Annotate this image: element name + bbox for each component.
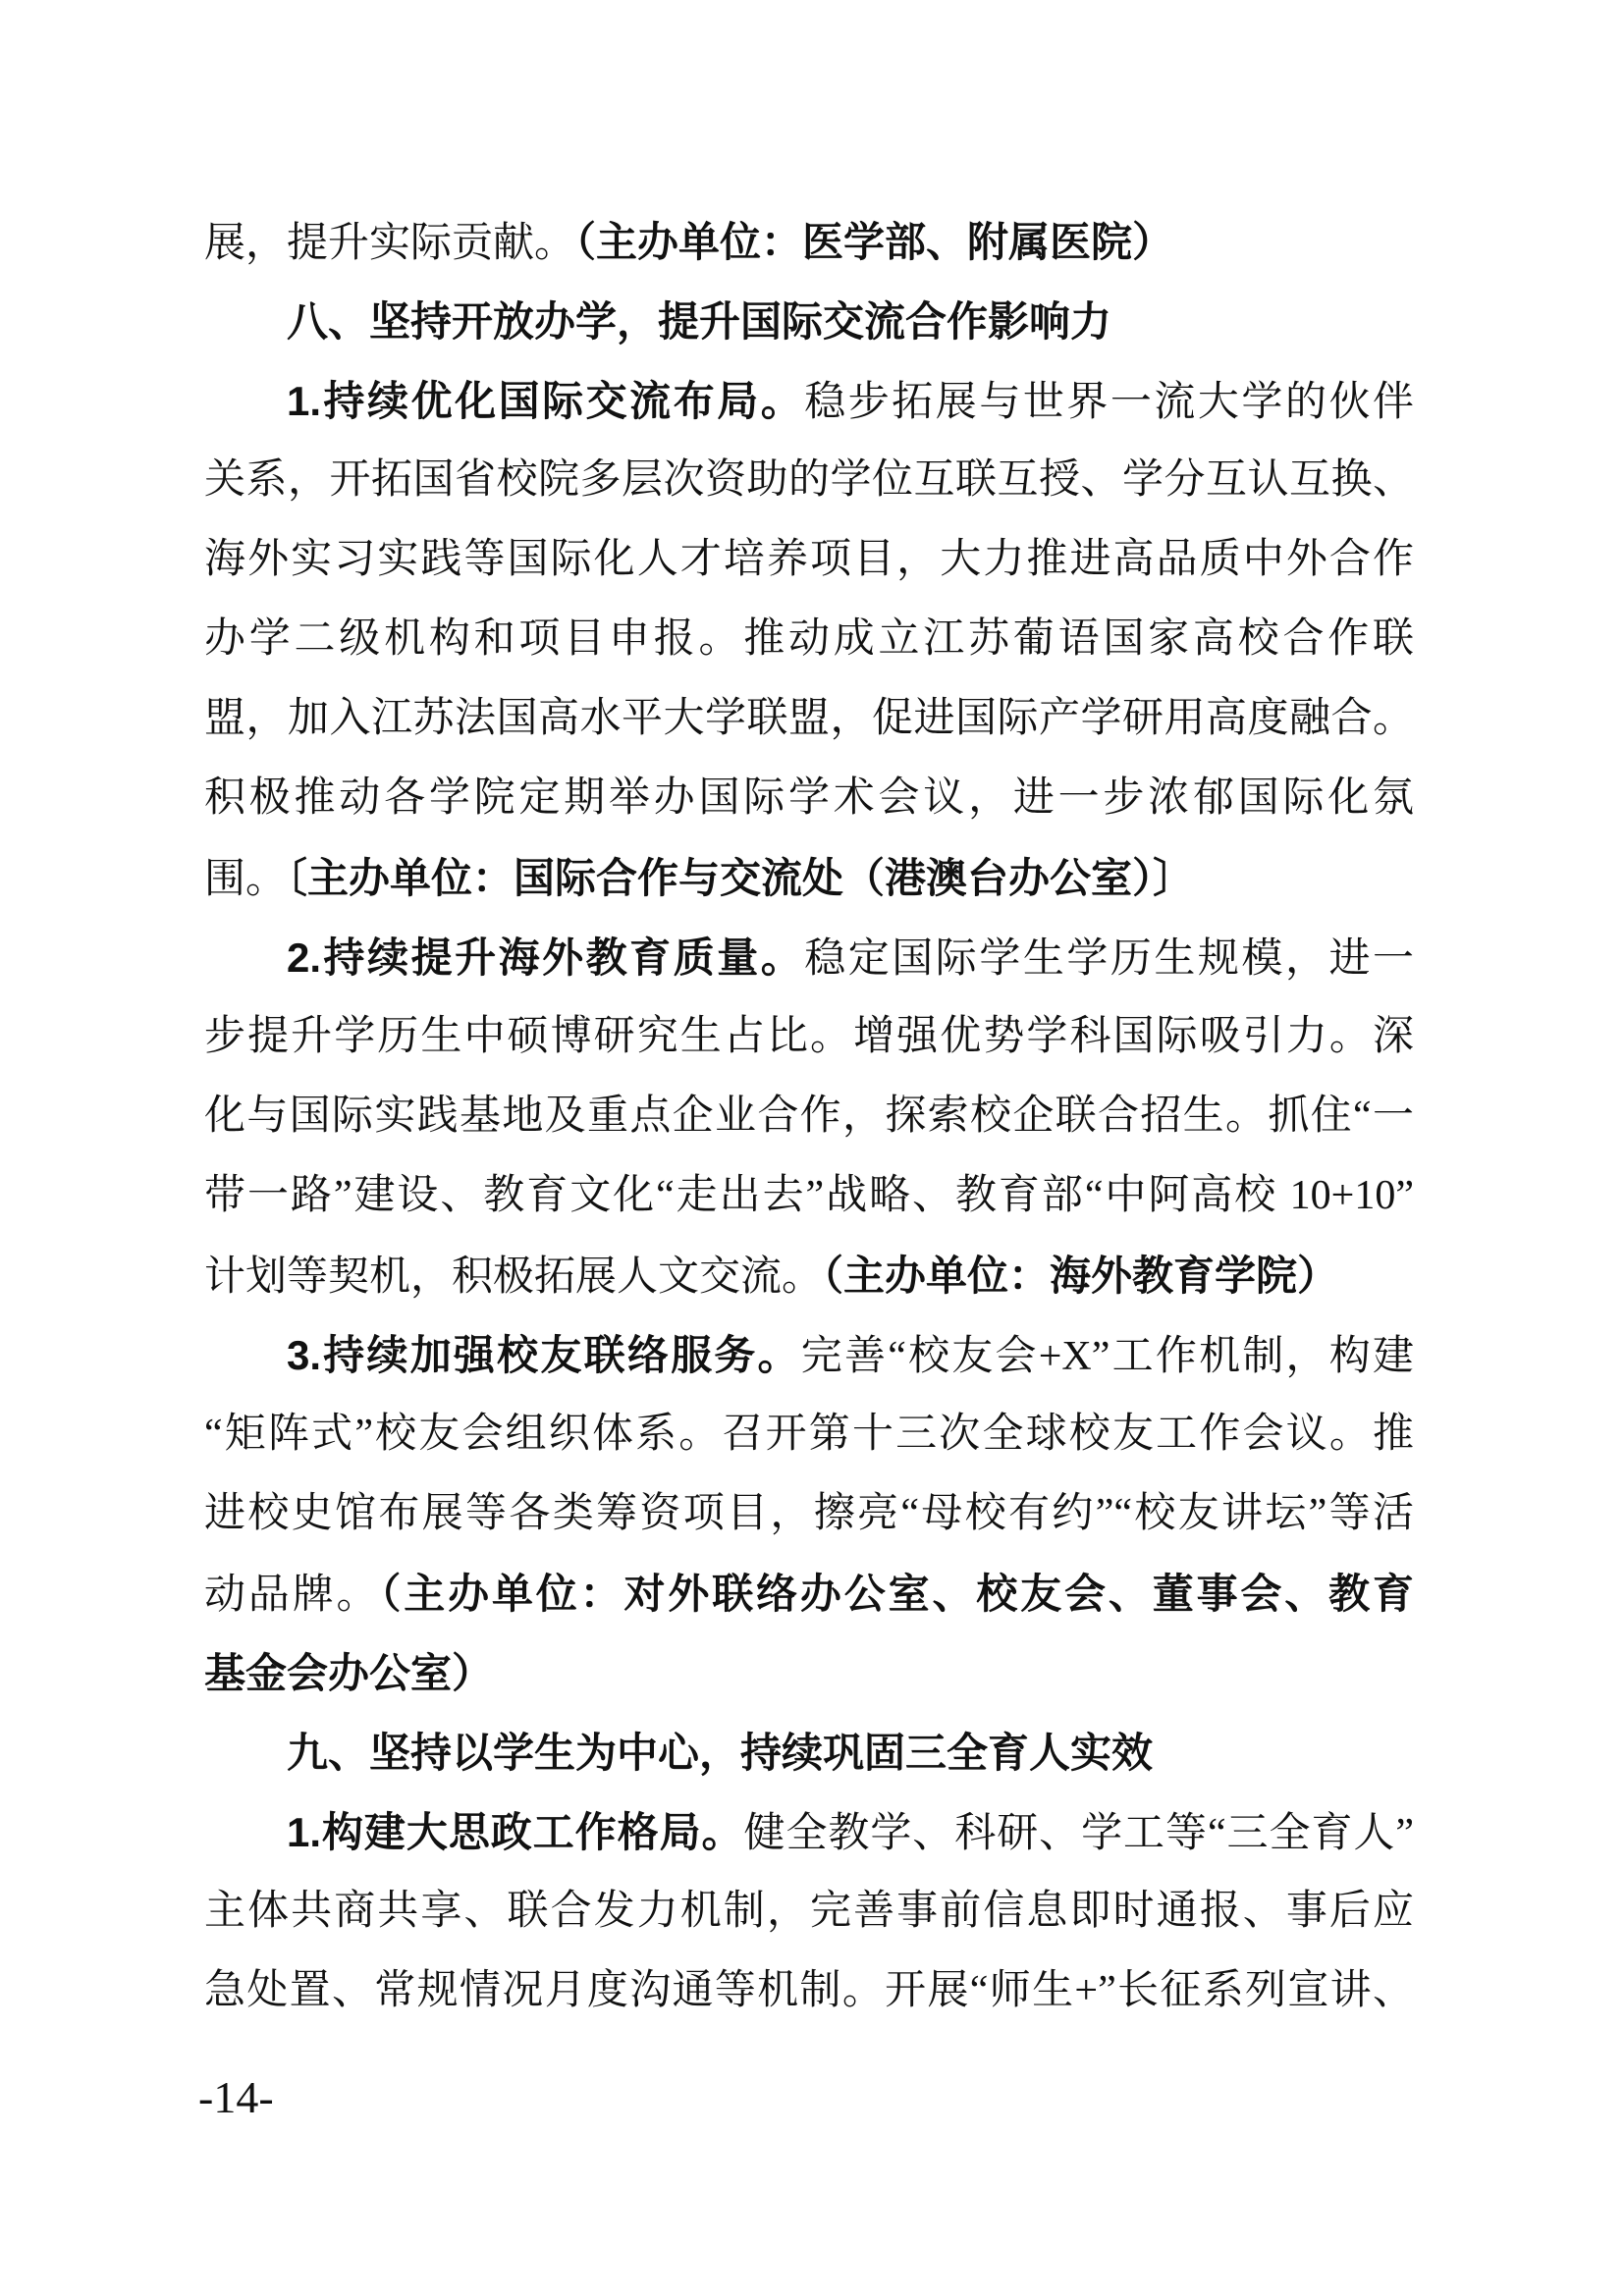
text-line bbox=[204, 361, 1414, 441]
text-segment: “矩阵式”校友会组织体系。召开第十三次全球校友工作会议。推 bbox=[204, 1412, 1414, 1457]
text-segment: 完善“校友会+X”工作机制，构建 bbox=[800, 1334, 1414, 1379]
bold-text-segment: 九、坚持以学生为中心，持续巩固三全育人实效 bbox=[287, 1730, 1154, 1776]
text-segment: 围。 bbox=[204, 857, 288, 902]
document-lines bbox=[204, 202, 1414, 2031]
text-line bbox=[204, 520, 1414, 600]
text-segment: 动品牌。 bbox=[204, 1573, 381, 1618]
text-segment: 积极推动各学院定期举办国际学术会议，进一步浓郁国际化氛 bbox=[204, 775, 1414, 821]
text-line bbox=[204, 1633, 1414, 1713]
text-line bbox=[204, 1474, 1414, 1554]
text-line bbox=[204, 918, 1414, 997]
text-line bbox=[204, 1951, 1414, 2031]
text-segment: 进校史馆布展等各类筹资项目，擦亮“母校有约”“校友讲坛”等活 bbox=[204, 1491, 1414, 1536]
text-segment: 海外实习实践等国际化人才培养项目，大力推进高品质中外合作 bbox=[204, 537, 1414, 582]
text-line bbox=[204, 600, 1414, 679]
text-line bbox=[204, 1315, 1414, 1395]
text-segment: 关系，开拓国省校院多层次资助的学位互联互授、学分互认互换、 bbox=[204, 457, 1414, 503]
text-segment: 化与国际实践基地及重点企业合作，探索校企联合招生。抓住“一 bbox=[204, 1094, 1414, 1139]
text-segment: 带一路”建设、教育文化“走出去”战略、教育部“中阿高校 10+10” bbox=[204, 1173, 1414, 1218]
text-line bbox=[204, 441, 1414, 520]
text-line bbox=[204, 1872, 1414, 1951]
bold-text-segment: 〔主办单位：国际合作与交流处（港澳台办公室）〕 bbox=[287, 855, 1195, 901]
text-segment: 计划等契机，积极拓展人文交流。 bbox=[204, 1255, 824, 1300]
text-line bbox=[204, 997, 1414, 1077]
bold-text-segment: 3.持续加强校友联络服务。 bbox=[287, 1332, 801, 1378]
section-heading bbox=[204, 282, 1414, 361]
text-segment: 办学二级机构和项目申报。推动成立江苏葡语国家高校合作联 bbox=[204, 616, 1414, 662]
bold-text-segment: （主办单位：医学部、附属医院） bbox=[575, 219, 1174, 265]
text-line bbox=[204, 679, 1414, 759]
text-line bbox=[204, 1156, 1414, 1236]
bold-text-segment: （主办单位：海外教育学院） bbox=[823, 1253, 1339, 1299]
section-heading bbox=[204, 1713, 1414, 1792]
text-segment: 盟，加入江苏法国高水平大学联盟，促进国际产学研用高度融合。 bbox=[204, 696, 1414, 741]
bold-text-segment: 八、坚持开放办学，提升国际交流合作影响力 bbox=[287, 298, 1112, 345]
bold-text-segment: 2.持续提升海外教育质量。 bbox=[287, 934, 805, 981]
text-segment: 稳步拓展与世界一流大学的伙伴 bbox=[804, 380, 1414, 425]
page-number: -14- bbox=[198, 2072, 274, 2122]
text-segment: 稳定国际学生学历生规模，进一 bbox=[804, 936, 1414, 982]
text-line bbox=[204, 759, 1414, 838]
text-segment: 急处置、常规情况月度沟通等机制。开展“师生+”长征系列宣讲、 bbox=[204, 1968, 1414, 2013]
text-line bbox=[204, 838, 1414, 918]
text-line bbox=[204, 1554, 1414, 1633]
text-segment: 步提升学历生中硕博研究生占比。增强优势学科国际吸引力。深 bbox=[204, 1014, 1414, 1059]
text-line bbox=[204, 1236, 1414, 1315]
text-line bbox=[204, 1395, 1414, 1474]
text-segment: 健全教学、科研、学工等“三全育人” bbox=[743, 1811, 1414, 1856]
text-segment: 展，提升实际贡献。 bbox=[204, 221, 576, 266]
bold-text-segment: 1.持续优化国际交流布局。 bbox=[287, 378, 805, 424]
text-line bbox=[204, 202, 1414, 282]
bold-text-segment: （主办单位：对外联络办公室、校友会、董事会、教育 bbox=[380, 1571, 1414, 1617]
bold-text-segment: 1.构建大思政工作格局。 bbox=[287, 1809, 744, 1855]
text-line bbox=[204, 1792, 1414, 1872]
text-segment: 主体共商共享、联合发力机制，完善事前信息即时通报、事后应 bbox=[204, 1889, 1414, 1934]
bold-text-segment: 基金会办公室） bbox=[204, 1650, 494, 1696]
text-line bbox=[204, 1077, 1414, 1156]
